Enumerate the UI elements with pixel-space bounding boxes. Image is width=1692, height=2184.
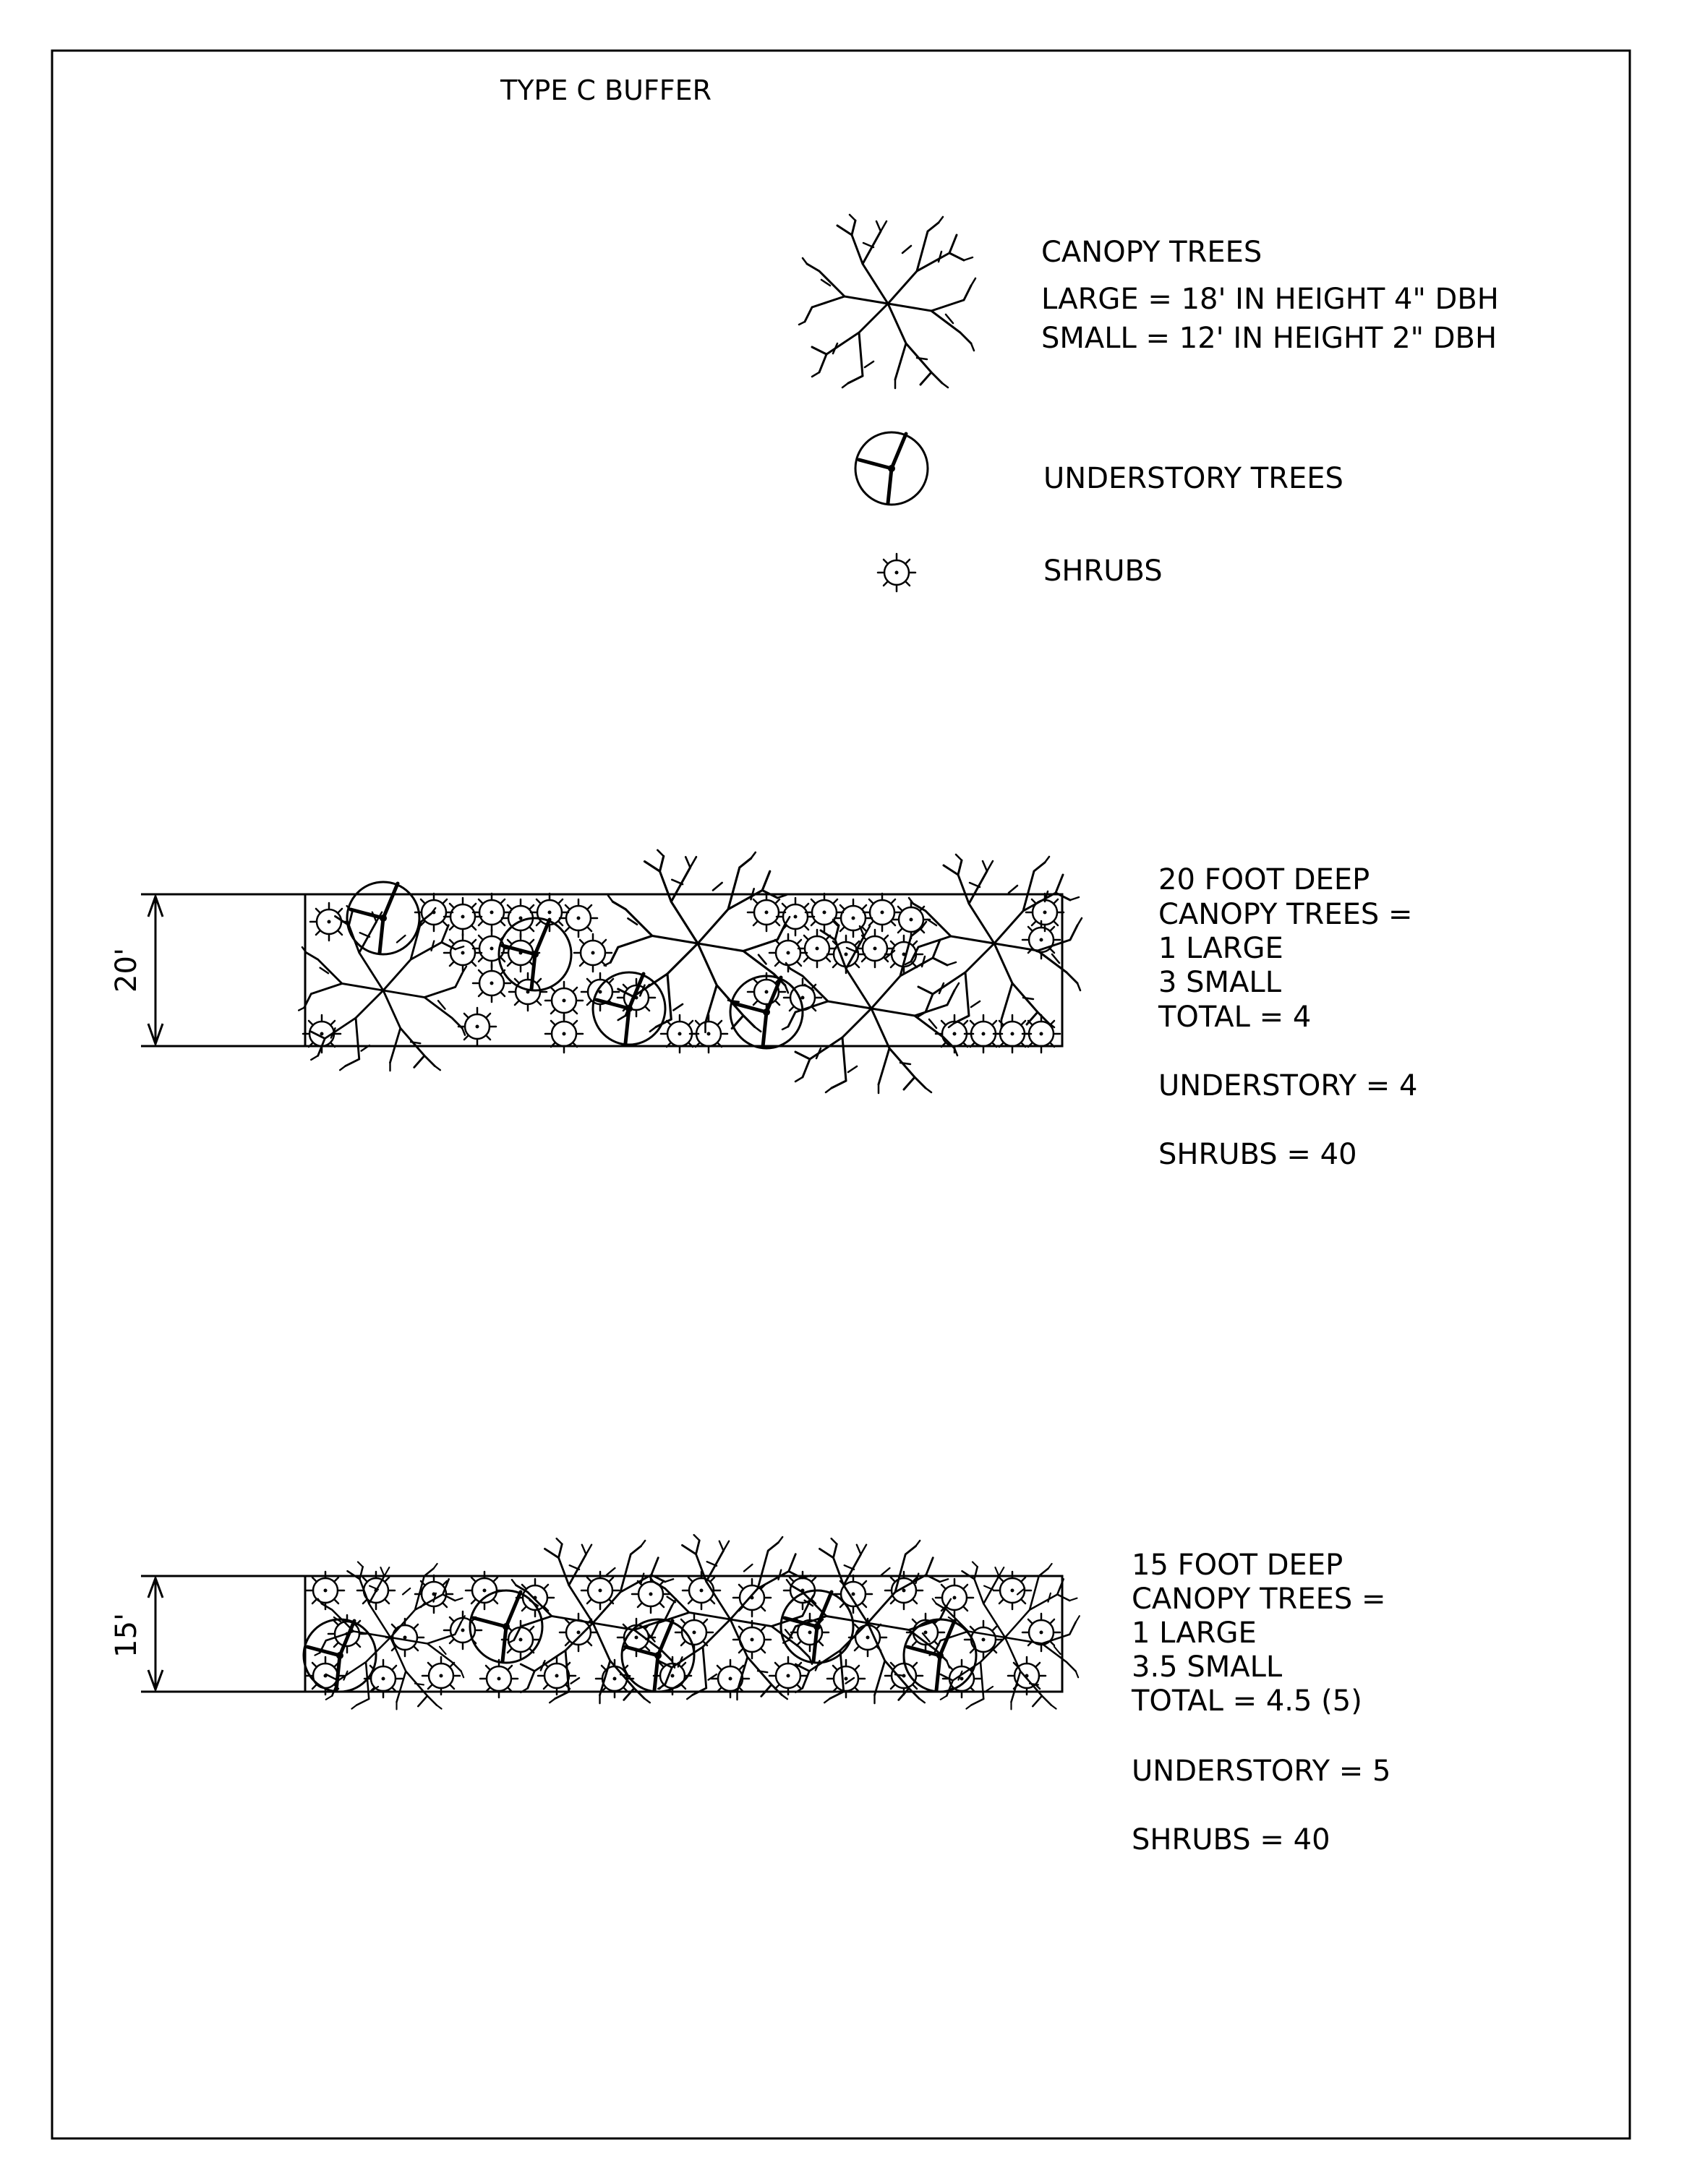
legend-shrubs-label: SHRUBS xyxy=(1043,554,1163,588)
understory-tree-icon xyxy=(855,432,928,505)
buffer-20ft-line-2: CANOPY TREES = xyxy=(1158,898,1413,931)
canopy-tree-icon xyxy=(799,215,975,388)
buffer-20ft xyxy=(110,850,1417,1171)
buffer-20ft-understory: UNDERSTORY = 4 xyxy=(1158,1069,1418,1102)
dimension-15ft xyxy=(141,1576,305,1692)
drawing-title: TYPE C BUFFER xyxy=(500,74,712,106)
buffer-15ft-line-5: TOTAL = 4.5 (5) xyxy=(1132,1684,1362,1718)
buffer-15ft xyxy=(110,1535,1390,1857)
buffer-20ft-line-5: TOTAL = 4 xyxy=(1158,1001,1312,1034)
buffer-15ft-line-2: CANOPY TREES = xyxy=(1132,1583,1386,1616)
buffer-15ft-line-3: 1 LARGE xyxy=(1132,1616,1257,1650)
legend-canopy-large: LARGE = 18' IN HEIGHT 4" DBH xyxy=(1041,283,1499,316)
dimension-15ft-label: 15' xyxy=(110,1613,143,1658)
buffer-15ft-understory: UNDERSTORY = 5 xyxy=(1132,1755,1391,1788)
buffer-15ft-shrubs: SHRUBS = 40 xyxy=(1132,1823,1330,1857)
buffer-20ft-line-4: 3 SMALL xyxy=(1158,966,1281,999)
dimension-20ft-label: 20' xyxy=(110,948,143,993)
dimension-20ft xyxy=(141,894,305,1046)
canopy-tree-icon xyxy=(299,850,1082,1093)
shrub-icon xyxy=(878,554,915,591)
buffer-20ft-shrubs: SHRUBS = 40 xyxy=(1158,1138,1357,1171)
shrub-icon xyxy=(303,894,1064,1053)
legend-canopy-small: SMALL = 12' IN HEIGHT 2" DBH xyxy=(1041,322,1497,355)
legend-canopy-heading: CANOPY TREES xyxy=(1041,236,1262,269)
buffer-15ft-line-1: 15 FOOT DEEP xyxy=(1132,1549,1343,1582)
buffer-20ft-line-1: 20 FOOT DEEP xyxy=(1158,863,1370,896)
legend-understory-label: UNDERSTORY TREES xyxy=(1043,462,1343,495)
buffer-20ft-line-3: 1 LARGE xyxy=(1158,932,1283,965)
buffer-15ft-line-4: 3.5 SMALL xyxy=(1132,1650,1283,1684)
legend xyxy=(799,215,1499,591)
